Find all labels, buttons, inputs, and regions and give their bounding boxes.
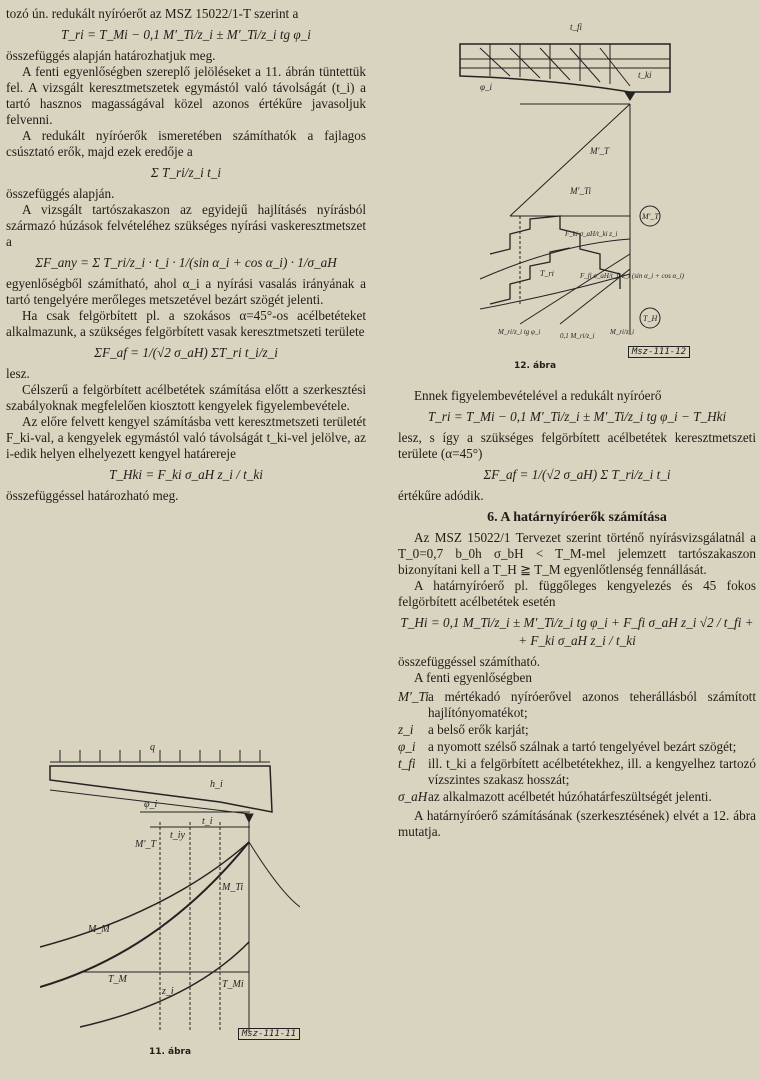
figure-11-caption: 11. ábra	[148, 1047, 192, 1057]
formula-reduced-shear: T_ri = T_Mi − 0,1 M′_Ti/z_i ± M′_Ti/z_i tg φ_i	[61, 27, 311, 42]
formula-bent-bars: ΣF_af = 1/(√2 σ_aH) ΣT_ri t_i/z_i	[94, 345, 278, 360]
paragraph: Célszerű a felgörbített acélbetétek számítása előtt a szerkesztési szabályoknak megfelelően kiosztott kengyelek figyelembevétele.	[6, 382, 366, 413]
symbol-list	[398, 689, 756, 805]
label-zi: z_i	[162, 986, 174, 997]
right-column	[398, 388, 756, 840]
label-mti: M_Ti	[222, 882, 244, 893]
label-sigma: F_ki σ_aH/t_ki z_i	[565, 230, 618, 238]
paragraph: összefüggés alapján.	[6, 186, 115, 201]
paragraph: összefüggés alapján határozhatjuk meg.	[6, 48, 216, 63]
label-mt: M′_T	[135, 839, 157, 850]
formula-limit-shear-cont: + F_ki σ_aH z_i / t_ki	[518, 633, 636, 648]
list-item: σ_aH az alkalmazott acélbetét húzóhatárfeszültségét jelenti.	[398, 789, 712, 804]
label-sigma2: F_fi σ_aH/t_fi z_i (sin α_i + cos α_i)	[580, 272, 684, 280]
label-ri: M_ri/z_i tg φ_i	[498, 328, 541, 336]
label-phi: φ_i	[144, 799, 158, 810]
formula-stirrup-limit: T_Hki = F_ki σ_aH z_i / t_ki	[109, 467, 263, 482]
paragraph: Az előre felvett kengyel számításba vett keresztmetszeti területét F_ki-val, a kengyelek egymástól való távolságát t_ki-vel jelölve, az i-edik helyen elhelyezett kengyel határereje	[6, 414, 366, 461]
paragraph: Ha csak felgörbített pl. a szokásos α=45°-os acélbetéteket alkalmazunk, a szükséges felgörbített vasak keresztmetszeti területe	[6, 308, 366, 339]
paragraph: Az MSZ 15022/1 Tervezet szerint történő nyírásvizsgálatnál a T_0=0,7 b_0h σ_bH < T_M-mel jelemzett tartószakaszon bizonyítani kell a T_H ≧ T_M egyenlőtlenség fennállását.	[398, 530, 756, 577]
section-heading: 6. A határnyíróerők számítása	[487, 510, 667, 525]
paragraph: lesz.	[6, 366, 30, 381]
formula-bent-bars-2: ΣF_af = 1/(√2 σ_aH) Σ T_ri/z_i t_i	[483, 467, 671, 482]
label-tri: T_ri	[540, 269, 554, 278]
label-tiy: t_iy	[170, 830, 185, 841]
load-arrows	[60, 750, 260, 762]
label-tmi: T_Mi	[222, 979, 244, 990]
label-mri: M_ri/z_i	[610, 328, 635, 336]
paragraph: A határnyíróerő pl. függőleges kengyelezés és 45 fokos felgörbített acélbetétek esetén	[398, 578, 756, 609]
figure-12-drawing	[420, 4, 690, 356]
paragraph: összefüggéssel határozható meg.	[6, 488, 179, 503]
formula-sum: Σ T_ri/z_i t_i	[150, 165, 222, 180]
formula-limit-shear: T_Hi = 0,1 M_Ti/z_i ± M′_Ti/z_i tg φ_i + F_fi σ_aH z_i √2 / t_fi +	[400, 615, 754, 630]
list-item: M′_Ti a mértékadó nyíróerővel azonos teherállásból számított hajlítónyomatékot;	[398, 689, 756, 720]
label-tki: t_ki	[638, 70, 652, 80]
list-item: z_i a belső erők karját;	[398, 722, 529, 737]
paragraph: értékűre adódik.	[398, 488, 484, 503]
label-fi: φ_i	[480, 82, 492, 92]
list-item: φ_i a nyomott szélső szálnak a tartó tengelyével bezárt szögét;	[398, 739, 737, 754]
label-mm: M_M	[88, 924, 110, 935]
figure-12-caption: 12. ábra	[513, 361, 557, 371]
figure-11	[40, 742, 300, 1060]
label-mtp: M′_T	[590, 146, 609, 156]
label-mtip: M′_Ti	[570, 186, 591, 196]
paragraph: A fenti egyenlőségben szereplő jelöléseket a 11. ábrán tüntettük fel. A vizsgált keresztmetszetek egymástól való távolságát (t_i) a tartó hasznos magasságával közel azonos értékűre javasoljuk felvenni.	[6, 64, 366, 127]
label-q: q	[150, 742, 155, 753]
paragraph: egyenlőségből számítható, ahol α_i a nyírási vasalás irányának a tartó tengelyére merőleges metszetével bezárt szögét jelenti.	[6, 276, 366, 307]
paragraph: A redukált nyíróerők ismeretében számíthatók a fajlagos csúsztató erők, majd ezek eredője a	[6, 128, 366, 159]
paragraph: lesz, s így a szükséges felgörbített acélbetétek keresztmetszeti területe (α=45°)	[398, 430, 756, 461]
label-tm: T_M	[108, 974, 127, 985]
paragraph: összefüggéssel számítható.	[398, 654, 541, 669]
figure-11-drawing	[40, 742, 300, 1042]
figure-12	[420, 4, 690, 374]
list-item: t_fi ill. t_ki a felgörbített acélbetétekhez, ill. a kengyelhez tartozó vízszintes szakasz hosszát;	[398, 756, 756, 787]
label-tfi: t_fi	[570, 22, 583, 32]
label-mcirc: M′_T	[642, 212, 659, 221]
figure-11-reference: Msz-111-11	[238, 1028, 300, 1040]
paragraph: A határnyíróerő számításának (szerkesztésének) elvét a 12. ábra mutatja.	[398, 808, 756, 839]
label-thcirc: T_H	[643, 314, 658, 323]
label-oi: 0,1 M_ri/z_i	[560, 332, 595, 340]
formula-reduced-shear-2: T_ri = T_Mi − 0,1 M′_Ti/z_i ± M′_Ti/z_i tg φ_i − T_Hki	[427, 409, 727, 424]
paragraph: A fenti egyenlőségben	[414, 670, 532, 685]
figure-12-reference: Msz-111-12	[628, 346, 690, 358]
paragraph: Ennek figyelembevételével a redukált nyíróerő	[414, 388, 662, 403]
paragraph: A vizsgált tartószakaszon az egyidejű hajlításés nyírásból származó húzások felvételéhez szükséges nyírási vaskeresztmetszet a	[6, 202, 366, 249]
formula-shear-steel: ΣF_any = Σ T_ri/z_i · t_i · 1/(sin α_i + cos α_i) · 1/σ_aH	[35, 255, 337, 270]
label-hi: h_i	[210, 779, 223, 790]
left-column	[6, 6, 366, 504]
paragraph: tozó ún. redukált nyíróerőt az MSZ 15022/1-T szerint a	[6, 6, 299, 21]
label-ti: t_i	[202, 816, 213, 827]
